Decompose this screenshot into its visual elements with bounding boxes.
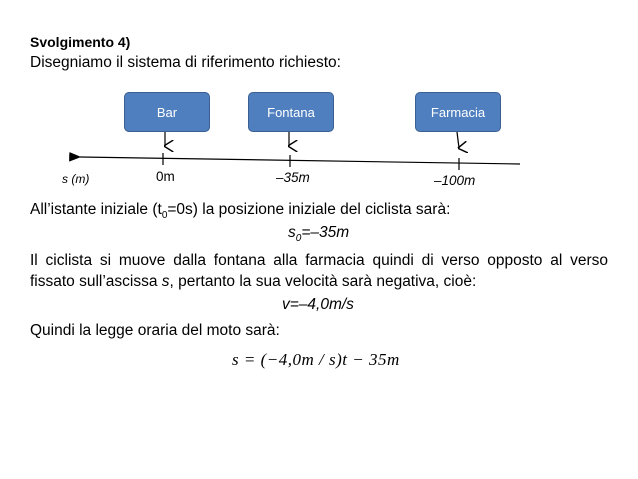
paragraph-initial-instant <box>30 201 450 221</box>
tick-label-100m: –100m <box>434 173 476 188</box>
reference-axis-diagram <box>0 0 638 200</box>
paragraph2-text-a: Il ciclista si muove dalla fontana alla farmacia quindi di verso opposto al verso fissato sull’ascissa <box>30 252 608 290</box>
paragraph-velocity <box>30 250 608 292</box>
intro-text: Disegniamo il sistema di riferimento richiesto: <box>30 54 341 71</box>
tick-label-0m: 0m <box>156 169 175 184</box>
equation-velocity: v=–4,0m/s <box>282 296 354 313</box>
paragraph1-subscript: 0 <box>161 210 168 222</box>
farmacia-arrow <box>457 132 459 148</box>
tick-label-35m: –35m <box>276 170 310 185</box>
axis-label: s (m) <box>62 172 90 186</box>
paragraph1-text-b: =0s) la posizione iniziale del ciclista sarà: <box>167 201 451 218</box>
section-heading: Svolgimento 4) <box>30 34 131 50</box>
farmacia-label: Farmacia <box>430 104 486 120</box>
paragraph1-text-a: All’istante iniziale (t <box>30 201 162 218</box>
eq1-variable: s <box>288 224 296 241</box>
paragraph2-text-b: , pertanto la sua velocità sarà negativa, cioè: <box>169 273 477 290</box>
law-of-motion-formula: s = (−4,0m / s)t − 35m <box>232 350 400 369</box>
paragraph2-variable: s <box>161 273 170 290</box>
equation-initial-position <box>288 224 349 244</box>
axis-line <box>80 157 520 164</box>
paragraph-law-of-motion: Quindi la legge oraria del moto sarà: <box>30 322 280 339</box>
bar-label: Bar <box>156 104 178 120</box>
eq1-value: =–35m <box>301 224 350 241</box>
fontana-label: Fontana <box>267 104 315 120</box>
eq1-subscript: 0 <box>295 233 302 245</box>
